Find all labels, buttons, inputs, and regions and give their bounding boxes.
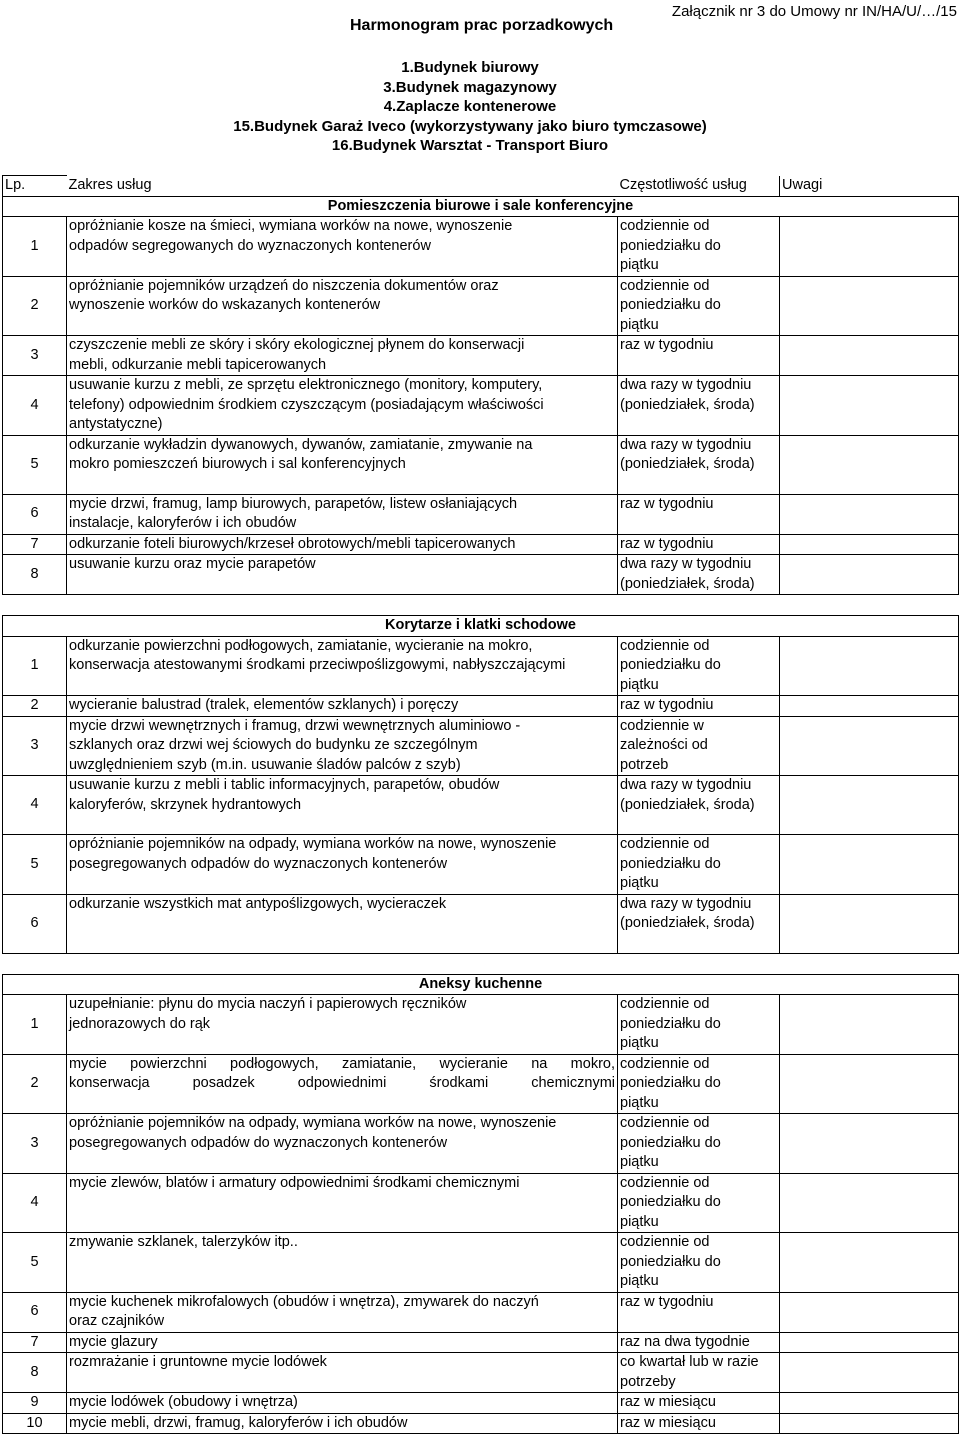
table-row [3, 217, 959, 277]
service-frequency: codziennie od poniedziałku do piątku [618, 1054, 780, 1114]
schedule-table [2, 175, 959, 1434]
row-number: 1 [3, 217, 67, 277]
service-frequency: co kwartał lub w razie potrzeby [618, 1353, 780, 1393]
header-notes: Uwagi [780, 176, 959, 197]
service-scope: mycie kuchenek mikrofalowych (obudów i wnętrza), zmywarek do naczyń oraz czajników [67, 1292, 618, 1332]
row-number: 5 [3, 835, 67, 895]
table-row [3, 336, 959, 376]
row-number: 2 [3, 1054, 67, 1114]
service-frequency: dwa razy w tygodniu (poniedziałek, środa) [618, 555, 780, 595]
service-scope: odkurzanie powierzchni podłogowych, zamiatanie, wycieranie na mokro, konserwacja atestowanymi środkami przeciwpoślizgowymi, nabłyszczającymi [67, 636, 618, 696]
table-row [3, 276, 959, 336]
service-frequency: raz w tygodniu [618, 494, 780, 534]
table-row [3, 1173, 959, 1233]
row-number: 8 [3, 555, 67, 595]
service-frequency: raz w tygodniu [618, 696, 780, 717]
row-number: 6 [3, 894, 67, 953]
service-frequency: codziennie od poniedziałku do piątku [618, 1233, 780, 1293]
table-row [3, 1332, 959, 1353]
row-number: 7 [3, 534, 67, 555]
service-scope: opróżnianie kosze na śmieci, wymiana worków na nowe, wynoszenie odpadów segregowanych do wyznaczonych kontenerów [67, 217, 618, 277]
row-number: 3 [3, 716, 67, 776]
service-frequency: codziennie od poniedziałku do piątku [618, 835, 780, 895]
row-number: 5 [3, 1233, 67, 1293]
service-scope: czyszczenie mebli ze skóry i skóry ekologicznej płynem do konserwacji mebli, odkurzanie mebli tapicerowanych [67, 336, 618, 376]
row-notes [780, 1413, 959, 1434]
service-scope: mycie mebli, drzwi, framug, kaloryferów i ich obudów [67, 1413, 618, 1434]
row-notes [780, 1054, 959, 1114]
table-row [3, 1114, 959, 1174]
row-number: 2 [3, 696, 67, 717]
building-item: 15.Budynek Garaż Iveco (wykorzystywany jako biuro tymczasowe) [233, 117, 707, 135]
section-title: Pomieszczenia biurowe i sale konferencyjne [3, 196, 959, 217]
service-frequency: codziennie od poniedziałku do piątku [618, 1114, 780, 1174]
table-row [3, 534, 959, 555]
table-row [3, 1292, 959, 1332]
row-notes [780, 1332, 959, 1353]
service-frequency: codziennie od poniedziałku do piątku [618, 217, 780, 277]
row-notes [780, 894, 959, 953]
row-notes [780, 494, 959, 534]
row-notes [780, 336, 959, 376]
section-header-row [3, 616, 959, 637]
building-list [0, 58, 960, 156]
section-gap [3, 953, 959, 974]
row-notes [780, 716, 959, 776]
service-scope: mycie lodówek (obudowy i wnętrza) [67, 1393, 618, 1414]
table-header [3, 176, 959, 197]
section-gap [3, 595, 959, 616]
service-scope: opróżnianie pojemników na odpady, wymiana worków na nowe, wynoszenie posegregowanych odpadów do wyznaczonych kontenerów [67, 835, 618, 895]
row-number: 2 [3, 276, 67, 336]
service-scope: rozmrażanie i gruntowne mycie lodówek [67, 1353, 618, 1393]
row-number: 6 [3, 494, 67, 534]
service-scope: mycie drzwi, framug, lamp biurowych, parapetów, listew osłaniających instalacje, kaloryferów i ich obudów [67, 494, 618, 534]
gap-cell [3, 953, 959, 974]
table-row [3, 894, 959, 953]
header-scope: Zakres usług [68, 176, 152, 193]
building-item: 4.Zaplacze kontenerowe [383, 98, 557, 115]
service-frequency: codziennie od poniedziałku do piątku [618, 276, 780, 336]
row-number: 4 [3, 1173, 67, 1233]
service-scope: mycie powierzchni podłogowych, zamiatanie, wycieranie na mokro, konserwacja posadzek odpowiednimi środkami chemicznymi [67, 1054, 618, 1114]
service-scope: odkurzanie foteli biurowych/krzeseł obrotowych/mebli tapicerowanych [67, 534, 618, 555]
service-scope: wycieranie balustrad (tralek, elementów szklanych) i poręczy [67, 696, 618, 717]
service-frequency: codziennie od poniedziałku do piątku [618, 995, 780, 1055]
row-number: 4 [3, 376, 67, 436]
table-row [3, 835, 959, 895]
table-row [3, 555, 959, 595]
service-frequency: codziennie od poniedziałku do piątku [618, 636, 780, 696]
section-title: Aneksy kuchenne [3, 974, 959, 995]
row-number: 10 [3, 1413, 67, 1434]
row-notes [780, 534, 959, 555]
row-number: 4 [3, 776, 67, 835]
row-notes [780, 835, 959, 895]
building-item: 3.Budynek magazynowy [383, 78, 557, 96]
service-scope: usuwanie kurzu z mebli, ze sprzętu elektronicznego (monitory, komputery, telefony) odpowiednim środkiem czyszczącym (posiadającym właściwości antystatyczne) [67, 376, 618, 436]
row-notes [780, 555, 959, 595]
service-scope: usuwanie kurzu oraz mycie parapetów [67, 555, 618, 595]
service-frequency: raz w tygodniu [618, 336, 780, 376]
row-notes [780, 217, 959, 277]
service-frequency: raz w miesiącu [618, 1413, 780, 1434]
table-row [3, 776, 959, 835]
row-notes [780, 1353, 959, 1393]
service-scope: uzupełnianie: płynu do mycia naczyń i papierowych ręczników jednorazowych do rąk [67, 995, 618, 1055]
row-number: 8 [3, 1353, 67, 1393]
service-frequency: raz w tygodniu [618, 1292, 780, 1332]
header-frequency: Częstotliwość usług [619, 176, 747, 193]
row-notes [780, 276, 959, 336]
section-header-row [3, 974, 959, 995]
row-number: 9 [3, 1393, 67, 1414]
header-lp: Lp. [3, 176, 67, 197]
service-frequency: raz w miesiącu [618, 1393, 780, 1414]
service-scope: mycie zlewów, blatów i armatury odpowiednimi środkami chemicznymi [67, 1173, 618, 1233]
table-row [3, 1413, 959, 1434]
service-frequency: dwa razy w tygodniu (poniedziałek, środa) [618, 894, 780, 953]
service-frequency: dwa razy w tygodniu (poniedziałek, środa) [618, 776, 780, 835]
service-scope: mycie glazury [67, 1332, 618, 1353]
service-scope: odkurzanie wszystkich mat antypoślizgowych, wycieraczek [67, 894, 618, 953]
table-row [3, 1054, 959, 1114]
annex-label: Załącznik nr 3 do Umowy nr IN/HA/U/…/15 [671, 3, 957, 20]
row-number: 1 [3, 995, 67, 1055]
row-notes [780, 776, 959, 835]
row-notes [780, 1233, 959, 1293]
service-frequency: codziennie w zależności od potrzeb [618, 716, 780, 776]
service-scope: opróżnianie pojemników na odpady, wymiana worków na nowe, wynoszenie posegregowanych odpadów do wyznaczonych kontenerów [67, 1114, 618, 1174]
row-notes [780, 1173, 959, 1233]
table-row [3, 696, 959, 717]
table-row [3, 716, 959, 776]
row-notes [780, 636, 959, 696]
building-item: 1.Budynek biurowy [401, 59, 539, 76]
service-frequency: raz w tygodniu [618, 534, 780, 555]
row-notes [780, 435, 959, 494]
table-row [3, 1233, 959, 1293]
row-notes [780, 1292, 959, 1332]
row-number: 6 [3, 1292, 67, 1332]
table-row [3, 636, 959, 696]
service-frequency: raz na dwa tygodnie [618, 1332, 780, 1353]
section-header-row [3, 196, 959, 217]
service-scope: mycie drzwi wewnętrznych i framug, drzwi wewnętrznych aluminiowo - szklanych oraz drzwi wej ściowych do budynku ze szczególnym uwzględnieniem szyb (m.in. usuwanie śladów palców z szyb) [67, 716, 618, 776]
service-scope: opróżnianie pojemników urządzeń do niszczenia dokumentów oraz wynoszenie worków do wskazanych kontenerów [67, 276, 618, 336]
row-notes [780, 376, 959, 436]
table-row [3, 494, 959, 534]
row-notes [780, 696, 959, 717]
table-row [3, 1353, 959, 1393]
gap-cell [3, 595, 959, 616]
row-number: 3 [3, 1114, 67, 1174]
document-title: Harmonogram prac porzadkowych [350, 17, 614, 34]
service-frequency: dwa razy w tygodniu (poniedziałek, środa) [618, 376, 780, 436]
row-number: 3 [3, 336, 67, 376]
table-row [3, 435, 959, 494]
row-number: 5 [3, 435, 67, 494]
service-frequency: codziennie od poniedziałku do piątku [618, 1173, 780, 1233]
row-notes [780, 1114, 959, 1174]
service-scope: odkurzanie wykładzin dywanowych, dywanów, zamiatanie, zmywanie na mokro pomieszczeń biurowych i sal konferencyjnych [67, 435, 618, 494]
table-row [3, 995, 959, 1055]
table-row [3, 376, 959, 436]
row-number: 7 [3, 1332, 67, 1353]
service-scope: zmywanie szklanek, talerzyków itp.. [67, 1233, 618, 1293]
building-item: 16.Budynek Warsztat - Transport Biuro [331, 137, 609, 154]
section-title: Korytarze i klatki schodowe [3, 616, 959, 637]
row-number: 1 [3, 636, 67, 696]
service-scope: usuwanie kurzu z mebli i tablic informacyjnych, parapetów, obudów kaloryferów, skrzynek hydrantowych [67, 776, 618, 835]
service-frequency: dwa razy w tygodniu (poniedziałek, środa) [618, 435, 780, 494]
row-notes [780, 995, 959, 1055]
